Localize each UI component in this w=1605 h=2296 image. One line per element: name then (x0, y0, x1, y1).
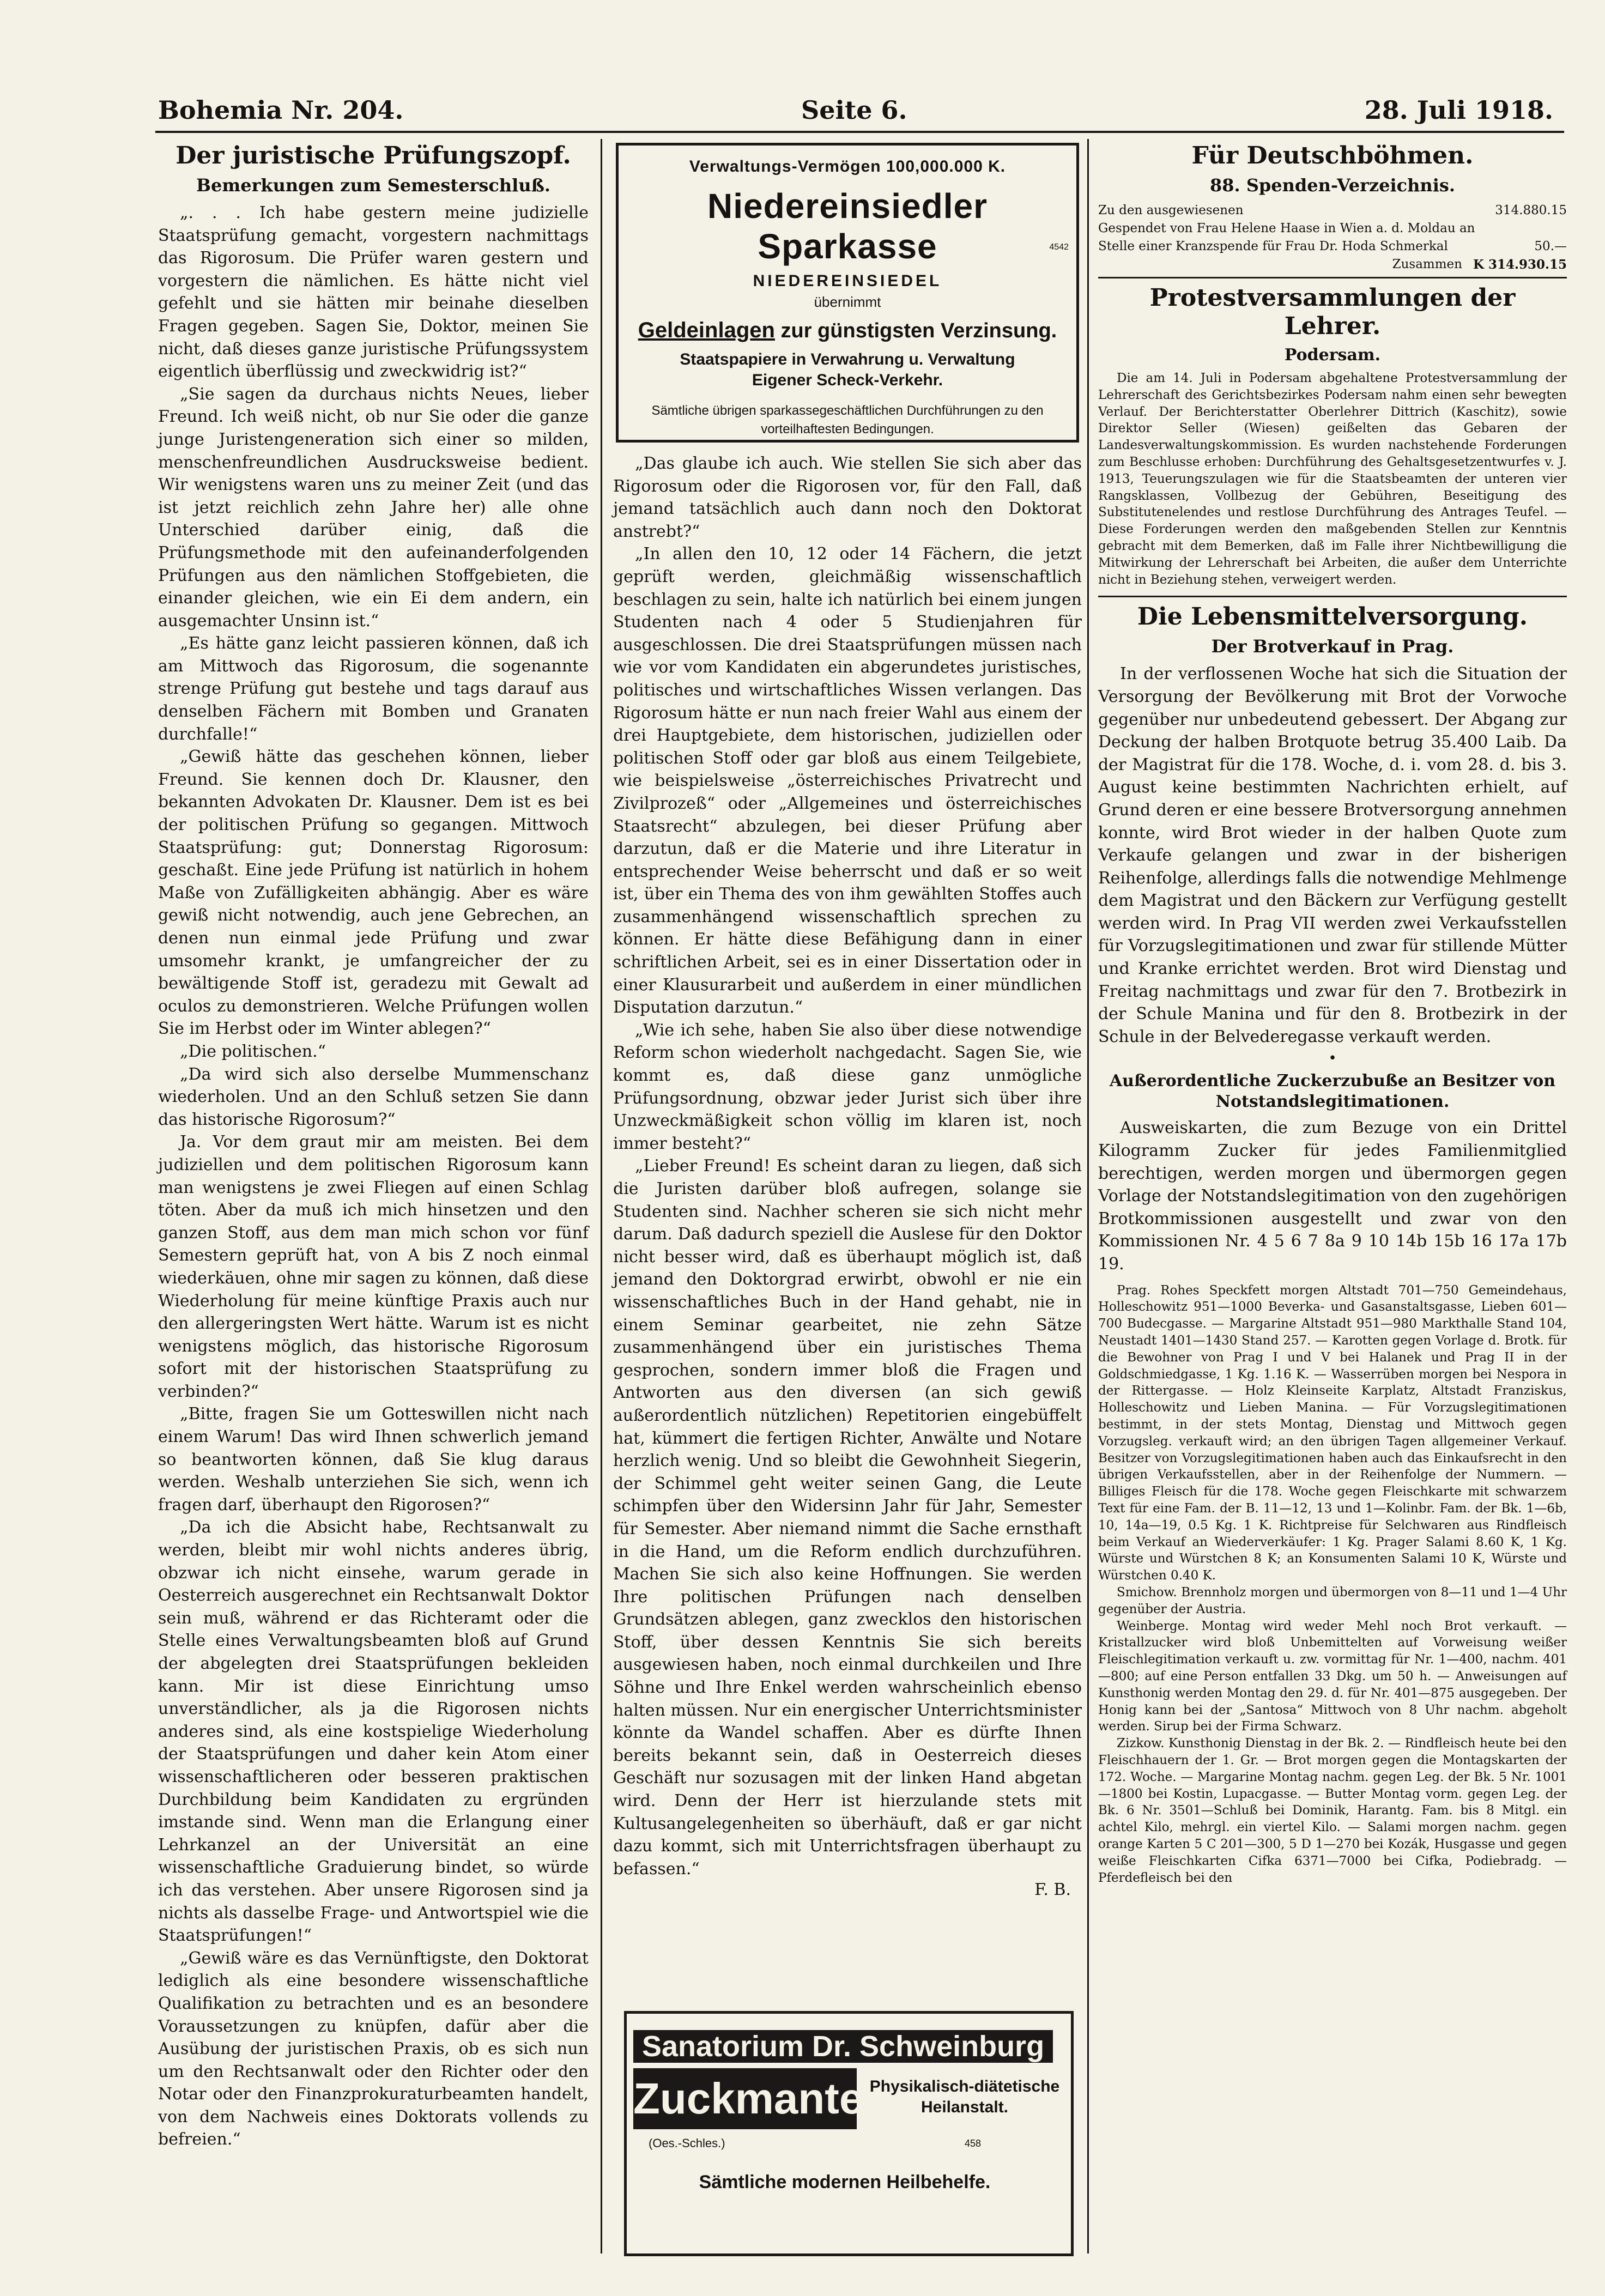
donation-value: K 314.930.15 (1473, 257, 1567, 272)
donation-row (1098, 220, 1567, 256)
donation-label: Gespendet von Frau Helene Haase in Wien a. d. Moldau an Stelle einer Kranzspende für Frau Dr. Hoda Schmerkal (1098, 221, 1475, 253)
ad-deposits-line (619, 318, 1076, 343)
article-paragraph: „Lieber Freund! Es scheint daran zu liegen, daß sich die Juristen darüber bloß aufregen, solange sie Studenten sind. Nachher scheren sie sich nicht mehr darum. Daß dadurch speziell die Auslese für den Doktor nicht besser wird, daß es überhaupt möglich ist, daß jemand den Doktorgrad erwirbt, obwohl er nie ein wissenschaftliches Buch in der Hand gehabt, nie in einem Seminar gearbeitet, nie zehn Sätze zusammenhängend über ein juristisches Thema gesprochen, sondern immer bloß die Fragen und Antworten aus den diversen (an sich gewiß außerordentlich nützlichen) Repetitorien eingebüffelt hat, kümmert die fertigen Richter, Anwälte und Notare herzlich wenig. Und so bleibt die Gewohnheit Siegerin, der Schimmel geht weiter seinen Gang, die Leute schimpfen über den Widersinn Jahr für Jahr, Semester für Semester. Aber niemand nimmt die Sache ernsthaft in die Hand, um die Reform endlich durchzuführen. Machen Sie sich also keine Hoffnungen. Sie werden Ihre politischen Prüfungen nach denselben Grundsätzen ablegen, ganz zwecklos den historischen Stoff, über dessen Kenntnis Sie sich bereits ausgewiesen haben, noch einmal durchkeilen und Ihre Söhne und Ihre Enkel werden wahrscheinlich ebenso halten müssen. Nur ein energischer Unterrichtsminister könnte da Wandel schaffen. Aber es dürfte Ihnen bereits bekannt sein, daß in Oesterreich dieses Geschäft nur sozusagen mit der linken Hand abgetan wird. Denn der Herr ist hierzulande stets mit Kultusangelegenheiten so überhäuft, daß er gar nicht dazu kommt, sich mit Unterrichtsfragen überhaupt zu befassen.“ (613, 1156, 1082, 1879)
ad-services-line: Sämtliche übrigen sparkassegeschäftlichen Durchführungen zu den vorteilhaftesten Bedingungen. (651, 403, 1044, 437)
article-paragraph: „Es hätte ganz leicht passieren können, daß ich am Mittwoch das Rigorosum, die sogenannte strenge Prüfung gut bestehe und tags darauf aus denselben Fächern mit Bomben und Granaten durchfalle!“ (158, 634, 589, 744)
advertisement-sanatorium (624, 2011, 1074, 2256)
donation-value: 50.— (1534, 239, 1567, 253)
article-paragraph: „Die politischen.“ (180, 1041, 326, 1061)
advertisement-sparkasse (616, 143, 1079, 443)
ad-takes-over: übernimmt (814, 294, 881, 310)
section-divider (1098, 277, 1567, 278)
ad-deposits-keyword: Geldeinlagen (638, 318, 775, 342)
notice-paragraph: Weinberge. Montag wird weder Mehl noch Brot verkauft. — Kristallzucker wird bloß Unbemittelten auf Vorweisung weißer Fleischlegitimation verkauft u. zw. vormittag für Nr. 1—400, nachm. 401—800; auf eine Person entfallen 33 Dkg. um 50 h. — Anweisungen auf Kunsthonig werden Montag den 29. d. für Nr. 401—875 ausgegeben. Der Honig kann bei der „Santosa“ Mittwoch von 8 Uhr nachm. abgeholt werden. Sirup bei der Firma Schwarz. (1098, 1619, 1567, 1734)
donation-label: Zu den ausgewiesenen (1098, 203, 1244, 217)
column-middle (613, 452, 1082, 1899)
article-title-deutschboehmen: Für Deutschböhmen. (1191, 142, 1474, 169)
article-title-pruefungszopf: Der juristische Prüfungszopf. (175, 142, 571, 169)
article-subtitle-podersam: Podersam. (1284, 346, 1381, 365)
ad-sanatorium-town: Zuckmantel (633, 2068, 857, 2129)
ad-bank-name: Niedereinsiedler Sparkasse (707, 186, 988, 266)
notice-paragraph: Zizkow. Kunsthonig Dienstag in der Bk. 2. — Rindfleisch heute bei den Fleischhauern der 1. Gr. — Brot morgen gegen die Montagskarten der 172. Woche. — Margarine Montag nachm. gegen Leg. der Bk. 5 Nr. 1001—1800 bei Kostin, Lupacgasse. — Butter Montag vorm. gegen Leg. der Bk. 6 Nr. 3501—Schluß bei Dominik, Harantg. Fam. bis 8 Mitgl. ein achtel Kilo, mehrgl. ein viertel Kilo. — Salami morgen nachm. gegen orange Karten 5 C 201—300, 5 D 1—270 bei Kozák, Husgasse und gegen weiße Fleischkarten Cifka 6371—7000 bei Cifka, Podiebradg. — Pferdefleisch bei den (1098, 1736, 1567, 1885)
ad-assets-line: Verwaltungs-Vermögen 100,000.000 K. (689, 157, 1006, 175)
ad-bank-location: NIEDEREINSIEDEL (753, 272, 942, 290)
article-paragraph: „Da wird sich also derselbe Mummenschanz wiederholen. Und an den Schluß setzen Sie dann das historische Rigorosum?“ (158, 1064, 589, 1129)
article-paragraph: „. . . Ich habe gestern meine judizielle Staatsprüfung gemacht, vorgestern nachmittags das Rigorosum. Die Prüfer waren gestern und vorgestern die nämlichen. Es hätte nicht viel gefehlt und sie hätten mir beinahe dieselben Fragen gegeben. Sagen Sie, Doktor, meinen Sie nicht, daß dieses ganze juristische Prüfungssystem eigentlich überflüssig und zweckwidrig ist?“ (158, 203, 589, 381)
ad-deposits-terms: zur günstigsten Verzinsung. (780, 319, 1057, 342)
article-paragraph: „Sie sagen da durchaus nichts Neues, lieber Freund. Ich weiß nicht, ob nur Sie oder die ganze junge Juristengeneration sich einer so milden, menschenfreundlichen Ausdrucksweise bedient. Wir wenigstens waren uns zu meiner Zeit (und das ist jetzt reichlich zehn Jahre her) alle ohne Unterschied darüber einig, daß die Prüfungsmethode mit den aufeinanderfolgenden Prüfungen aus den nämlichen Stoffgebieten, die einander gleichen, wie ein Ei dem andern, ein ausgemachter Unsinn ist.“ (158, 384, 589, 631)
section-bullet: • (1328, 1050, 1337, 1067)
column-divider-1 (601, 139, 602, 2253)
header-page-number: Seite 6. (801, 95, 907, 125)
article-title-protestversammlungen: Protestversammlungen der Lehrer. (1149, 284, 1516, 340)
article-paragraph: „Gewiß hätte das geschehen können, lieber Freund. Sie kennen doch Dr. Klausner, den bekannten Advokaten Dr. Klausner. Dem ist es bei der politischen Prüfung so gegangen. Mittwoch Staatsprüfung: gut; Donnerstag Rigorosum: geschaßt. Eine jede Prüfung ist natürlich in hohem Maße von Zufälligkeiten abhängig. Aber es wäre gewiß nicht notwendig, auch jene Gebrechen, an denen nun einmal jede Prüfung und zwar umsomehr krankt, je umfangreicher der zu bewältigende Stoff ist, geradezu mit Gewalt ad oculos zu demonstrieren. Welche Prüfungen wollen Sie im Herbst oder im Winter ablegen?“ (158, 747, 589, 1039)
article-signature: F. B. (1034, 1880, 1071, 1900)
article-paragraph: Ausweiskarten, die zum Bezuge von ein Drittel Kilogramm Zucker für jedes Familienmitglied berechtigen, werden morgen und übermorgen gegen Vorlage der Notstandslegitimation von den zugehörigen Brotkommissionen ausgestellt und zwar von den Kommissionen Nr. 4 5 6 7 8a 9 10 14b 15b 16 17a 17b 19. (1098, 1118, 1567, 1274)
section-divider (1098, 596, 1567, 597)
ad-sanatorium-name: Sanatorium Dr. Schweinburg (633, 2030, 1053, 2063)
ad-sanatorium-services: Sämtliche modernen Heilbehelfe. (699, 2172, 991, 2192)
article-subtitle-zuckerzubusse: Außerordentliche Zuckerzubuße an Besitzer von Notstandslegitimationen. (1109, 1071, 1556, 1112)
article-title-lebensmittel: Die Lebensmittelversorgung. (1137, 603, 1528, 631)
article-paragraph: Die am 14. Juli in Podersam abgehaltene Protestversammlung der Lehrerschaft des Gerichtsbezirkes Podersam nahm einen sehr bewegten Verlauf. Der Berichterstatter Oberlehrer Dittrich (Kaschitz), sowie Direktor Seller (Wiesen) geißelten das Gebaren der Landesverwaltungskommission. Es wurden nachstehende Forderungen zum Beschlusse erhoben: Durchführung des Gehaltsgesetzentwurfes v. J. 1913, Teuerungszulagen wie für die Staatsbeamten der unteren vier Rangsklassen, Vollbezug der Gebühren, Beseitigung des Substitutenelendes und restlose Durchführung des Antrages Teufel. — Diese Forderungen werden den maßgebenden Stellen zur Kenntnis gebracht mit dem Bemerken, daß im Falle ihrer Nichtbewilligung die Mitwirkung der Lehrerschaft bei Arbeiten, die außer dem Unterrichte nicht in Beziehung stehen, verweigert werden. (1098, 371, 1567, 587)
donation-value: 314.880.15 (1495, 203, 1567, 217)
article-paragraph: „Das glaube ich auch. Wie stellen Sie sich aber das Rigorosum oder die Rigorosen vor, für den Fall, daß jemand tatsächlich auch dann noch den Doktorat anstrebt?“ (613, 454, 1082, 541)
column-left (158, 136, 589, 2151)
donation-row (1098, 202, 1567, 220)
header-rule (155, 131, 1564, 133)
article-subtitle-pruefungszopf: Bemerkungen zum Semesterschluß. (196, 175, 551, 196)
ad-number: 458 (965, 2138, 982, 2149)
article-subtitle-spenden: 88. Spenden-Verzeichnis. (1210, 175, 1455, 196)
column-right (1098, 136, 1567, 1886)
article-paragraph: In der verflossenen Woche hat sich die Situation der Versorgung der Bevölkerung mit Brot der Vorwoche gegenüber nur unbedeutend gebessert. Der Abgang zur Deckung der halben Brotquote betrug 35.400 Laib. Da der Magistrat für die 178. Woche, d. i. vom 28. d. bis 3. August keine bestimmten Nachrichten erhielt, auf Grund deren er eine bessere Brotversorgung annehmen konnte, wird Brot wieder in der halben Quote zum Verkaufe gelangen und zwar in der bisherigen Reihenfolge, allerdings falls die notwendige Mehlmenge dem Magistrat und den Bäckern zur Verfügung gestellt werden wird. In Prag VII werden zwei Verkaufsstellen für Vorzugslegitimationen und zwar für stillende Mütter und Kranke errichtet werden. Brot wird Dienstag und Freitag nachmittags und zwar für den 7. Brotbezirk in der Schule Manina und für den 8. Brotbezirk in der Schule in der Belvederegasse verkauft werden. (1098, 664, 1567, 1046)
article-paragraph: „Bitte, fragen Sie um Gotteswillen nicht nach einem Warum! Das wird Ihnen schwerlich jemand so beantworten können, daß Sie klug daraus werden. Weshalb unterziehen Sie sich, wenn ich fragen darf, überhaupt den Rigorosen?“ (158, 1404, 589, 1514)
article-subtitle-brotverkauf: Der Brotverkauf in Prag. (1211, 636, 1454, 657)
ad-securities-line: Staatspapiere in Verwahrung u. Verwaltung (680, 350, 1015, 368)
article-paragraph: „Gewiß wäre es das Vernünftigste, den Doktorat lediglich als eine besondere wissenschaftliche Qualifikation zu betrachten und es an besondere Voraussetzungen zu knüpfen, dafür aber die Ausübung der juristischen Praxis, ob es sich nun um den Rechtsanwalt oder den Richter oder den Notar oder den Finanzprokuraturbeamten handelt, von dem Nachweis eines Doktorats vollends zu befreien.“ (158, 1948, 589, 2149)
header-issue: Bohemia Nr. 204. (158, 95, 404, 125)
column-divider-2 (1087, 139, 1089, 2253)
donation-total-row (1098, 256, 1567, 274)
ad-sanatorium-region: (Oes.-Schles.) (649, 2136, 725, 2150)
donation-list (1098, 202, 1567, 274)
article-paragraph: „Da ich die Absicht habe, Rechtsanwalt zu werden, bleibt mir wohl nichts anderes übrig, obzwar ich nicht einsehe, warum gerade in Oesterreich ausgerechnet ein Rechtsanwalt Doktor sein muß, während er das Richteramt oder die Stelle eines Verwaltungsbeamten bloß auf Grund der abgelegten drei Staatsprüfungen bekleiden kann. Mir ist diese Einrichtung umso unverständlicher, als ja die Rigorosen nichts anderes sind, als eine kostspielige Wiederholung der Staatsprüfungen und daher kein Atom einer wissenschaftlicheren oder besseren praktischen Durchbildung beim Kandidaten zu ergründen imstande sind. Wenn man die Erlangung einer Lehrkanzel an der Universität an eine wissenschaftliche Graduierung bindet, so würde ich das verstehen. Aber unsere Rigorosen sind ja nichts als dasselbe Frage- und Antwortspiel wie die Staatsprüfungen!“ (158, 1518, 589, 1946)
article-paragraph: „In allen den 10, 12 oder 14 Fächern, die jetzt geprüft werden, gleichmäßig wissenschaftlich beschlagen zu sein, halte ich natürlich bei einem jungen Studenten nach 4 oder 5 Studienjahren für ausgeschlossen. Die drei Staatsprüfungen müssen nach wie vor vom Kandidaten ein abgerundetes juristisches, politisches und wirtschaftliches Wissen verlangen. Das Rigorosum hätte er nun nach freier Wahl aus einem der drei Hauptgebiete, dem historischen, judiziellen oder politischen Stoff oder gar bloß aus einem Teilgebiete, wie beispielsweise „österreichisches Privatrecht und Zivilprozeß“ oder „Allgemeines und österreichisches Staatsrecht“ abzulegen, bei dieser Prüfung aber darzutun, daß er die Materie und ihre Literatur in entsprechender Weise beherrscht und daß er so weit ist, über ein Thema des von ihm gewählten Stoffes auch zusammenhängend wissenschaftlich sprechen zu können. Er hätte diese Befähigung dann in einer schriftlichen Arbeit, sei es in einer Dissertation oder in einer Klausurarbeit und außerdem in einer mündlichen Disputation darzutun.“ (613, 544, 1082, 1017)
article-paragraph: „Wie ich sehe, haben Sie also über diese notwendige Reform schon wiederholt nachgedacht. Sagen Sie, wie kommt es, daß diese ganz unmögliche Prüfungsordnung, obzwar jeder Jurist sich über ihre Unzweckmäßigkeit schon völlig im klaren ist, noch immer besteht?“ (613, 1020, 1082, 1153)
donation-label: Zusammen (1392, 257, 1462, 271)
ad-cheque-line: Eigener Scheck-Verkehr. (752, 371, 943, 389)
header-date: 28. Juli 1918. (1364, 95, 1553, 125)
ad-number: 4542 (1049, 243, 1069, 252)
page-header (158, 90, 1553, 128)
article-paragraph: Ja. Vor dem graut mir am meisten. Bei dem judiziellen und dem politischen Rigorosum kann man wenigstens je zwei Fliegen auf einen Schlag töten. Aber da muß ich mich hinsetzen und den ganzen Stoff, aus dem man mich schon vor fünf Semestern geprüft hat, von A bis Z noch einmal wiederkäuen, ohne mir sagen zu können, daß diese Wiederholung für meine künftige Praxis auch nur den allergeringsten Wert hätte. Warum ist es nicht wenigstens möglich, das historische Rigorosum sofort mit der historischen Staatsprüfung zu verbinden?“ (158, 1132, 589, 1401)
notice-paragraph: Prag. Rohes Speckfett morgen Altstadt 701—750 Gemeindehaus, Holleschowitz 951—1000 Beverka- und Gasanstaltsgasse, Lieben 601—700 Budecgasse. — Margarine Altstadt 951—980 Markthalle Stand 104, Neustadt 1401—1430 Stand 257. — Karotten gegen Vorlage d. Brotk. für die Bewohner von Prag I und V bei Halanek und Prag II in der Goldschmiedgasse, 1 Kg. 1.16 K. — Wasserrüben morgen bei Nespora in der Rittergasse. — Holz Kleinseite Karplatz, Altstadt Franziskus, Holleschowitz und Lieben Manina. — Für Vorzugslegitimationen bestimmt, in der stets Montag, Dienstag und Mittwoch gegen Vorzugsleg. verkauft wird; an den übrigen Tagen allgemeiner Verkauf. Besitzer von Vorzugslegitimationen haben auch das Einkaufsrecht in den übrigen Verkaufsstellen, aber in der Reihenfolge der Nummern. — Billiges Fleisch für die 178. Woche gegen Fleischkarte mit schwarzem Text für eine Fam. der B. 11—12, 13 und 1—Kolinbr. Fam. der Bk. 1—6b, 10, 14a—19, 0.5 Kg. 1 K. Richtpreise für Selchwaren aus Rindfleisch beim Verkauf an Wiederverkäufer: 1 Kg. Prager Salami 8.60 K, 1 Kg. Würste und Würstchen 8 K; an Konsumenten Salami 10 K, Würste und Würstchen 0.40 K. (1098, 1283, 1567, 1583)
ad-sanatorium-type: Physikalisch-diätetische Heilanstalt. (869, 2077, 1060, 2116)
notice-paragraph: Smichow. Brennholz morgen und übermorgen von 8—11 und 1—4 Uhr gegenüber der Austria. (1098, 1585, 1567, 1616)
